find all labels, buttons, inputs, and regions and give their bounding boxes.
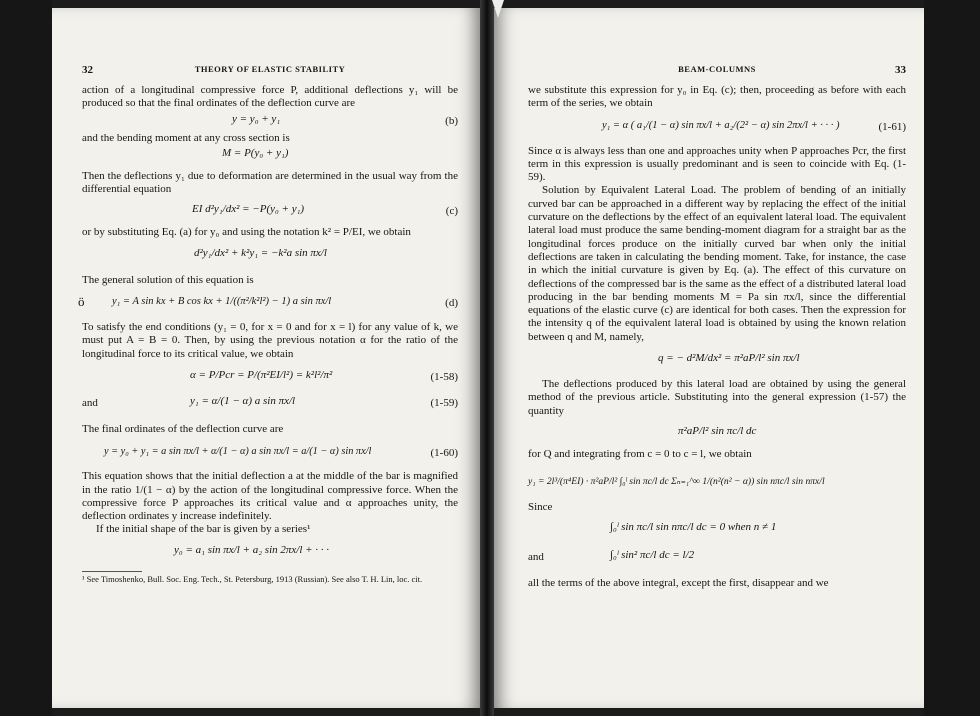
- paragraph: Since α is always less than one and approaches unity when P approaches Pcr, the first term in this expression is usually predominant and is seen to coincide with Eq. (1-59).: [528, 144, 906, 184]
- equation-formula: q = − d²M/dx² = π²aP/l² sin πx/l: [658, 352, 800, 365]
- equation-formula: M = P(y₀ + y₁): [222, 146, 289, 159]
- right-page: [494, 8, 924, 708]
- equation: [528, 420, 906, 446]
- equation: [82, 242, 458, 268]
- right-running-head: BEAM-COLUMNS: [678, 64, 756, 74]
- paragraph: The deflections produced by this lateral load are obtained by using the general method of the previous article. Substituting into the general expression (1-57) the quantity: [528, 378, 906, 417]
- equation-formula: π²aP/l² sin πc/l dc: [678, 424, 757, 437]
- equation-label: and: [528, 550, 544, 563]
- equation-formula: y₀ = a₁ sin πx/l + a₂ sin 2πx/l + · · ·: [174, 543, 330, 556]
- paragraph: If the initial shape of the bar is given by a series¹: [96, 523, 311, 536]
- equation-formula: y₁ = α ( a₁/(1 − α) sin πx/l + a₂/(2² − α) sin 2πx/l + · · · ): [602, 119, 840, 131]
- margin-mark-icon: ö: [78, 294, 85, 310]
- left-page-body: [78, 84, 458, 584]
- paragraph: Then the deflections y₁ due to deformation are determined in the usual way from the differential equation: [82, 169, 458, 196]
- equation: [528, 346, 906, 372]
- equation-label: and: [82, 396, 98, 409]
- equation: [82, 198, 458, 224]
- equation: [82, 363, 458, 389]
- paragraph: we substitute this expression for y₀ in Eq. (c); then, proceeding as before with each term of the series, we obtain: [528, 84, 906, 110]
- equation-number: (b): [445, 114, 458, 127]
- right-page-body: [528, 84, 906, 590]
- book-gutter: [480, 0, 494, 716]
- left-background: [0, 0, 52, 716]
- equation: [528, 545, 906, 571]
- equation: [82, 113, 458, 130]
- bookmark-ribbon-icon: [492, 0, 504, 18]
- footnote-text: ¹ See Timoshenko, Bull. Soc. Eng. Tech., St. Petersburg, 1913 (Russian). See also T. H. Lin, loc. cit.: [82, 573, 423, 584]
- paragraph: Solution by Equivalent Lateral Load. The problem of bending of an initially curved bar can be approached in a different way by replacing the effect of the initial curvature on the deflections by the effect of an equivalent lateral load. The equivalent lateral load must produce the same bending-moment diagram for a straight bar as the longitudinal forces produce on the initially curved bar when only the initial deflections are taken in calculating the bending moment. Take, for instance, the case in which the initial curvature is given by Eq. (a). The effect of this curvature on deflections of the compressed bar is the same as the effect of a distributed lateral load producing in the bar bending moments M = Pa sin πx/l, since the differential equations of the elastic curve (c) are identical for both cases. Then the expression for the intensity q of the equivalent lateral load is obtained by using the known relation between q and M, namely,: [528, 184, 906, 343]
- equation-formula: y₁ = 2l³/(π⁴EI) · π²aP/l² ∫₀ˡ sin πc/l dc Σₙ₌₁^∞ 1/(n²(n² − α)) sin nπc/l sin nπx/l: [528, 476, 825, 488]
- equation-formula: ∫₀ˡ sin πc/l sin nπc/l dc = 0 when n ≠ 1: [610, 520, 777, 533]
- equation: [82, 147, 458, 164]
- equation: [82, 438, 458, 464]
- equation: [528, 469, 906, 495]
- equation-formula: ∫₀ˡ sin² πc/l dc = l/2: [610, 548, 695, 561]
- left-running-header: [82, 64, 458, 78]
- equation-formula: y = y₀ + y₁ = a sin πx/l + α/(1 − α) a sin πx/l = a/(1 − α) sin πx/l: [104, 446, 372, 458]
- equation-formula: d²y₁/dx² + k²y₁ = −k²a sin πx/l: [194, 246, 327, 259]
- paragraph: all the terms of the above integral, except the first, disappear and we: [528, 576, 829, 589]
- equation-number: (c): [445, 205, 458, 218]
- paragraph: This equation shows that the initial deflection a at the middle of the bar is magnified in the ratio 1/(1 − α) by the action of the longitudinal compressive force. When the compressive force P approaches its critical value and α approaches unity, the deflection ordinates y increase indefinitely.: [82, 470, 458, 523]
- equation: [82, 391, 458, 417]
- left-page-number: 32: [82, 64, 93, 76]
- equation: [82, 539, 458, 565]
- equation-formula: EI d²y₁/dx² = −P(y₀ + y₁): [192, 203, 305, 216]
- right-background: [924, 0, 980, 716]
- footnote: [82, 571, 423, 584]
- equation-formula: y₁ = α/(1 − α) a sin πx/l: [190, 394, 296, 407]
- left-running-head: THEORY OF ELASTIC STABILITY: [194, 64, 346, 74]
- equation-formula: α = P/Pcr = P/(π²EI/l²) = k²l²/π²: [190, 368, 333, 381]
- equation-number: (d): [445, 297, 458, 310]
- paragraph: and the bending moment at any cross section is: [82, 131, 290, 144]
- paragraph: The general solution of this equation is: [82, 273, 254, 286]
- right-page-number: 33: [895, 64, 906, 76]
- paragraph: To satisfy the end conditions (y₁ = 0, for x = 0 and for x = l) for any value of k, we must put A = B = 0. Then, by using the previous notation α for the ratio of the longitudinal force to its critical value, we obtain: [82, 321, 458, 360]
- equation-number: (1-61): [878, 120, 906, 133]
- equation-formula: y₁ = A sin kx + B cos kx + 1/((π²/k²l²) − 1) a sin πx/l: [112, 296, 332, 308]
- left-page: [52, 8, 480, 708]
- equation: [528, 113, 906, 139]
- paragraph: action of a longitudinal compressive force P, additional deflections y₁ will be produced so that the final ordinates of the deflection curve are: [82, 84, 458, 110]
- paragraph: or by substituting Eq. (a) for y₀ and using the notation k² = P/EI, we obtain: [82, 226, 411, 239]
- paragraph: for Q and integrating from c = 0 to c = l, we obtain: [528, 447, 752, 460]
- equation-formula: y = y₀ + y₁: [232, 112, 281, 125]
- paragraph: The final ordinates of the deflection curve are: [82, 422, 284, 435]
- equation: [78, 289, 458, 315]
- equation-number: (1-60): [430, 447, 458, 460]
- paragraph: Since: [528, 501, 553, 514]
- equation-number: (1-59): [430, 396, 458, 409]
- equation-number: (1-58): [430, 370, 458, 383]
- right-running-header: [528, 64, 906, 78]
- equation: [528, 517, 906, 543]
